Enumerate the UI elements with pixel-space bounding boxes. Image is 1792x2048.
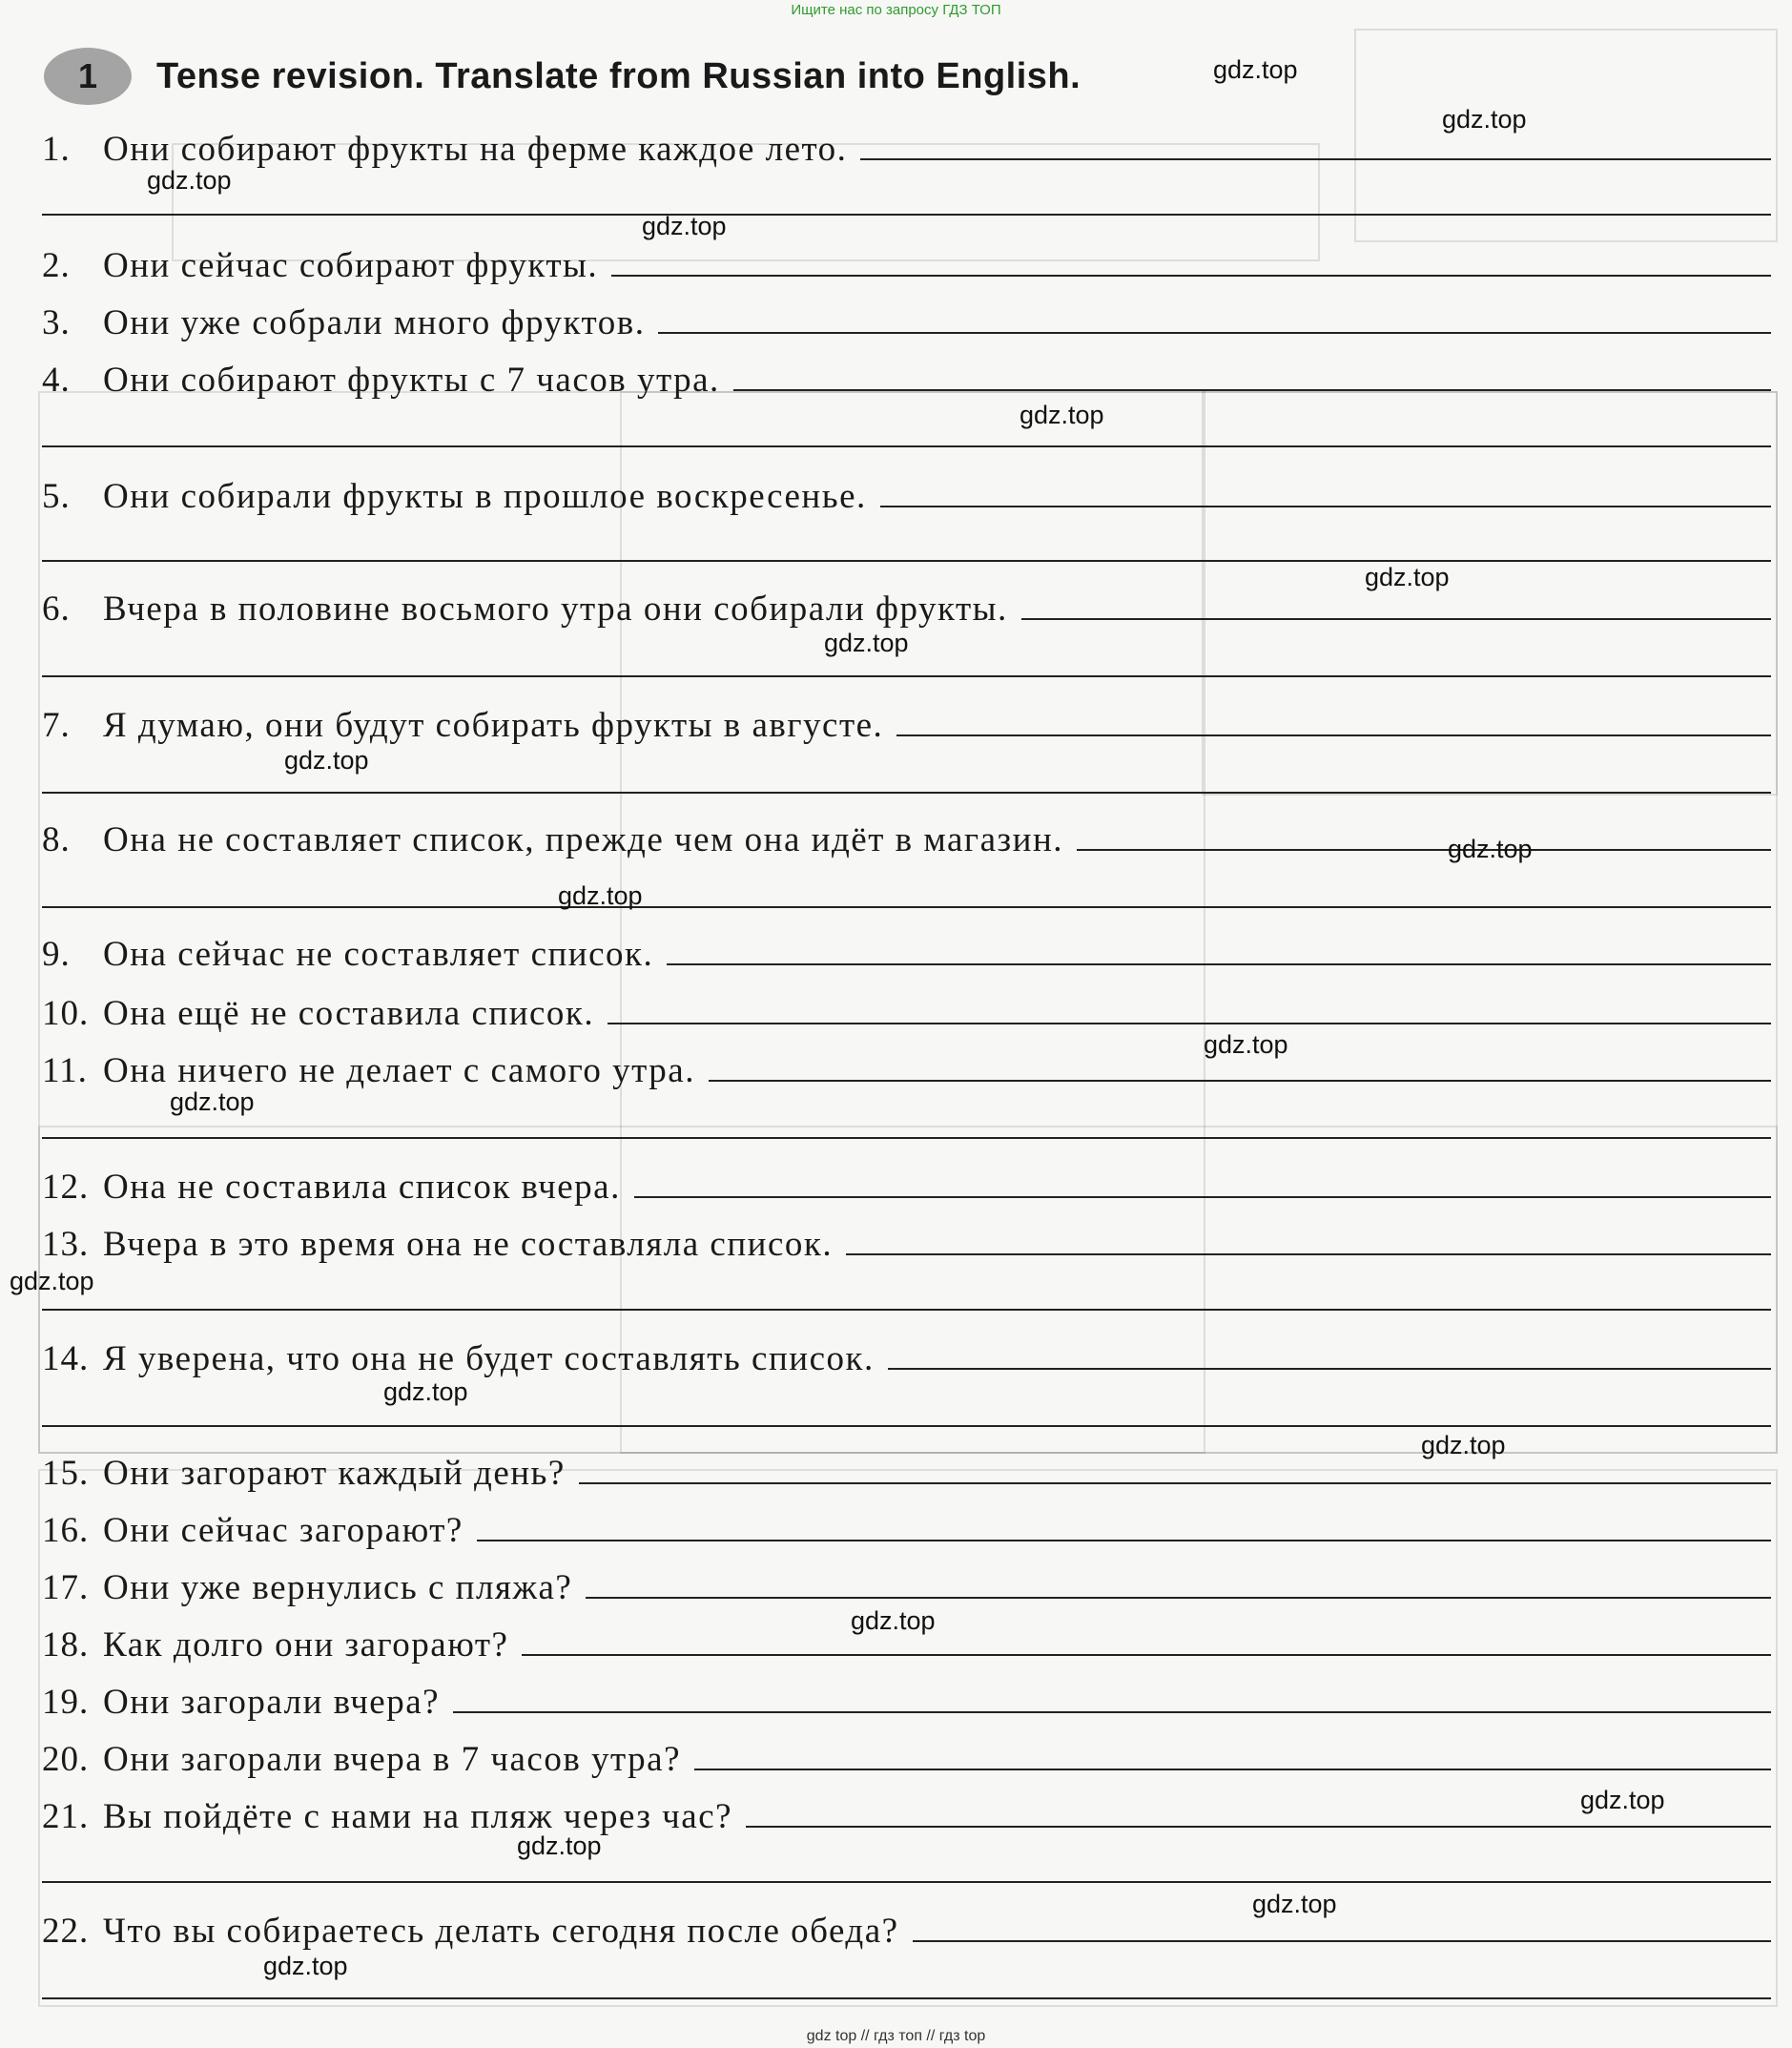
exercise-item-17: [42, 1559, 1771, 1608]
item-number: 3.: [42, 303, 71, 342]
item-text: Я уверена, что она не будет составлять список.: [103, 1339, 875, 1378]
answer-line[interactable]: [888, 1368, 1771, 1370]
answer-line[interactable]: [746, 1826, 1771, 1828]
item-number: 11.: [42, 1051, 88, 1090]
watermark: gdz.top: [1365, 563, 1450, 591]
answer-line[interactable]: [658, 332, 1771, 334]
watermark: gdz.top: [1204, 1030, 1288, 1059]
item-text: Они загорали вчера в 7 часов утра?: [103, 1740, 681, 1779]
exercise-item-2: [42, 237, 1771, 286]
answer-line-extra[interactable]: [42, 792, 1771, 794]
watermark: gdz.top: [517, 1831, 602, 1860]
item-number: 17.: [42, 1568, 90, 1607]
item-number: 7.: [42, 706, 71, 745]
watermark: gdz.top: [1442, 105, 1527, 134]
exercise-item-4: [42, 351, 1771, 401]
item-number: 21.: [42, 1797, 90, 1836]
exercise-item-11: [42, 1042, 1771, 1091]
item-number: 20.: [42, 1740, 90, 1779]
exercise-item-7: [42, 696, 1771, 746]
watermark: gdz.top: [1421, 1431, 1506, 1459]
item-text: Она ещё не составила список.: [103, 994, 595, 1033]
watermark: gdz.top: [851, 1606, 936, 1635]
answer-line-extra[interactable]: [42, 906, 1771, 908]
promo-banner: Ищите нас по запросу ГДЗ ТОП: [791, 2, 1001, 18]
answer-line[interactable]: [733, 389, 1771, 391]
watermark: gdz.top: [1580, 1786, 1665, 1814]
item-text: Они уже собрали много фруктов.: [103, 303, 646, 342]
item-text: Они сейчас загорают?: [103, 1511, 463, 1550]
answer-line[interactable]: [880, 506, 1771, 507]
exercise-header: [44, 48, 1081, 105]
answer-line-extra[interactable]: [42, 560, 1771, 562]
answer-line[interactable]: [913, 1940, 1771, 1942]
answer-line-extra[interactable]: [42, 1997, 1771, 1999]
item-number: 9.: [42, 935, 71, 974]
answer-line-extra[interactable]: [42, 214, 1771, 216]
item-number: 19.: [42, 1683, 90, 1722]
watermark: gdz.top: [824, 629, 909, 657]
answer-line[interactable]: [586, 1597, 1771, 1599]
answer-line[interactable]: [1021, 618, 1771, 620]
item-number: 5.: [42, 477, 71, 516]
answer-line-extra[interactable]: [42, 675, 1771, 677]
item-number: 16.: [42, 1511, 90, 1550]
exercise-item-12: [42, 1158, 1771, 1208]
exercise-title: Tense revision. Translate from Russian into English.: [156, 55, 1081, 96]
item-number: 4.: [42, 361, 71, 400]
exercise-item-22: [42, 1902, 1771, 1952]
answer-line[interactable]: [608, 1023, 1771, 1024]
answer-line[interactable]: [709, 1080, 1771, 1082]
answer-line[interactable]: [860, 158, 1771, 160]
item-text: Вчера в половине восьмого утра они собирали фрукты.: [103, 590, 1008, 629]
exercise-item-19: [42, 1673, 1771, 1723]
item-number: 18.: [42, 1625, 90, 1665]
item-number: 15.: [42, 1454, 90, 1493]
item-text: Они собирают фрукты с 7 часов утра.: [103, 361, 720, 400]
watermark: gdz.top: [263, 1952, 348, 1980]
exercise-item-14: [42, 1330, 1771, 1379]
watermark: gdz.top: [284, 746, 369, 775]
answer-line-extra[interactable]: [42, 1881, 1771, 1883]
answer-line[interactable]: [896, 734, 1771, 736]
answer-line-extra[interactable]: [42, 1137, 1771, 1139]
answer-line[interactable]: [579, 1482, 1771, 1484]
exercise-item-21: [42, 1788, 1771, 1837]
footer-credits: gdz top // гдз топ // гдз top: [806, 2028, 986, 2044]
exercise-item-16: [42, 1501, 1771, 1551]
item-text: Они загорают каждый день?: [103, 1454, 566, 1493]
answer-line[interactable]: [522, 1654, 1771, 1656]
exercise-item-20: [42, 1730, 1771, 1780]
item-number: 22.: [42, 1912, 90, 1951]
item-text: Они сейчас собирают фрукты.: [103, 246, 599, 285]
exercise-item-3: [42, 294, 1771, 343]
item-text: Они собирали фрукты в прошлое воскресенье.: [103, 477, 867, 516]
item-number: 1.: [42, 130, 71, 169]
watermark: gdz.top: [1252, 1890, 1337, 1918]
watermark: gdz.top: [642, 212, 727, 240]
item-number: 13.: [42, 1225, 90, 1264]
watermark: gdz.top: [383, 1377, 468, 1406]
exercise-item-6: [42, 580, 1771, 630]
item-number: 10.: [42, 994, 90, 1033]
item-text: Она сейчас не составляет список.: [103, 935, 654, 974]
answer-line[interactable]: [453, 1711, 1771, 1713]
item-text: Она ничего не делает с самого утра.: [103, 1051, 695, 1090]
exercise-item-9: [42, 925, 1771, 975]
exercise-number-badge: 1: [44, 48, 132, 105]
watermark: gdz.top: [10, 1267, 94, 1295]
item-text: Они загорали вчера?: [103, 1683, 441, 1722]
answer-line[interactable]: [477, 1540, 1771, 1541]
item-number: 6.: [42, 590, 71, 629]
item-text: Вы пойдёте с нами на пляж через час?: [103, 1797, 733, 1836]
item-number: 2.: [42, 246, 71, 285]
answer-line-extra[interactable]: [42, 1425, 1771, 1427]
item-text: Что вы собираетесь делать сегодня после обеда?: [103, 1912, 899, 1951]
exercise-item-15: [42, 1444, 1771, 1494]
item-text: Она не составила список вчера.: [103, 1168, 621, 1207]
exercise-item-13: [42, 1215, 1771, 1265]
watermark: gdz.top: [1448, 835, 1533, 863]
exercise-item-10: [42, 984, 1771, 1034]
item-text: Я думаю, они будут собирать фрукты в августе.: [103, 706, 884, 745]
answer-line[interactable]: [1077, 849, 1771, 851]
item-text: Как долго они загорают?: [103, 1625, 509, 1665]
answer-line[interactable]: [634, 1196, 1771, 1198]
answer-line[interactable]: [611, 275, 1771, 277]
answer-line[interactable]: [694, 1769, 1771, 1770]
item-number: 8.: [42, 820, 71, 859]
item-text: Вчера в это время она не составляла список.: [103, 1225, 834, 1264]
watermark: gdz.top: [1020, 401, 1104, 429]
answer-line[interactable]: [846, 1253, 1771, 1255]
watermark: gdz.top: [170, 1087, 255, 1116]
exercise-item-5: [42, 467, 1771, 517]
watermark: gdz.top: [147, 166, 232, 195]
answer-line-extra[interactable]: [42, 1309, 1771, 1311]
item-number: 14.: [42, 1339, 90, 1378]
watermark: gdz.top: [1213, 55, 1298, 84]
item-text: Она не составляет список, прежде чем она идёт в магазин.: [103, 820, 1063, 859]
item-text: Они уже вернулись с пляжа?: [103, 1568, 573, 1607]
item-number: 12.: [42, 1168, 90, 1207]
watermark: gdz.top: [558, 881, 643, 910]
answer-line-extra[interactable]: [42, 445, 1771, 447]
item-text: Они собирают фрукты на ферме каждое лето.: [103, 130, 848, 169]
answer-line[interactable]: [667, 963, 1771, 965]
